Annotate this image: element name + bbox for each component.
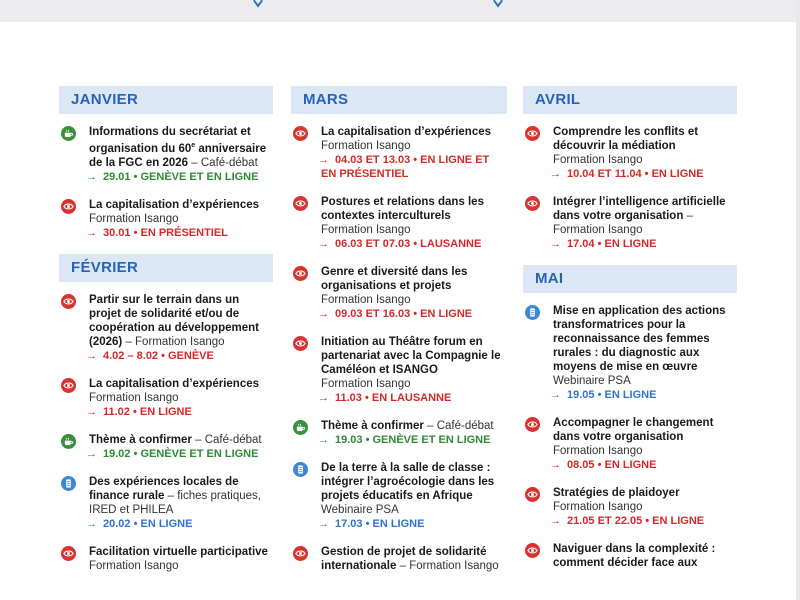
- event-title-text: Initiation au Théâtre forum en partenariat avec la Compagnie le Caméléon et ISANGO: [321, 336, 501, 376]
- event-date-text: 21.05 ET 22.05 • EN LIGNE: [567, 515, 705, 527]
- event-title[interactable]: [321, 419, 507, 433]
- event-date-text: 17.04 • EN LIGNE: [567, 238, 657, 250]
- event-date: [550, 388, 737, 402]
- event-organizer: Webinaire PSA: [321, 504, 399, 516]
- eye-icon: [293, 336, 308, 351]
- event-item[interactable]: [59, 293, 273, 363]
- eye-icon: [293, 196, 308, 211]
- eye-icon: [293, 126, 308, 141]
- arrow-right-icon: →: [318, 154, 329, 166]
- arrow-right-icon: →: [86, 517, 97, 530]
- eye-icon: [525, 487, 540, 502]
- event-organizer: Formation Isango: [321, 294, 411, 306]
- event-title-text: Des expériences locales de finance rurale: [89, 475, 239, 502]
- event-title-text: Thème à confirmer: [89, 433, 192, 446]
- event-date-text: 19.05 • EN LIGNE: [567, 389, 657, 401]
- coffee-icon: [61, 126, 76, 141]
- event-title[interactable]: [89, 433, 273, 447]
- doc-icon: [525, 305, 540, 320]
- event-item[interactable]: [59, 125, 273, 184]
- event-title-text: La capitalisation d’expériences: [321, 126, 492, 138]
- arrow-right-icon: →: [318, 518, 329, 530]
- event-title-text: Comprendre les conflits et découvrir la médiation: [553, 126, 699, 152]
- event-type: – Café-débat: [191, 433, 262, 446]
- event-date-text: 20.02 • EN LIGNE: [103, 517, 193, 530]
- doc-icon: [61, 476, 76, 491]
- event-title[interactable]: [553, 486, 737, 500]
- arrow-right-icon: →: [86, 349, 97, 362]
- event-title[interactable]: [553, 195, 737, 237]
- event-item[interactable]: [59, 377, 273, 419]
- event-date-text: 30.01 • EN PRÉSENTIEL: [103, 226, 228, 239]
- event-title-text: Naviguer dans la complexité : comment décider face aux: [553, 543, 716, 569]
- event-type: – Formation Isango: [553, 210, 693, 236]
- event-organizer: Formation Isango: [553, 154, 643, 166]
- event-type: – Café-débat: [188, 156, 258, 169]
- eye-icon: [293, 266, 308, 281]
- arrow-right-icon: →: [86, 405, 97, 418]
- event-date: [86, 170, 273, 184]
- event-date-text: 29.01 • GENÈVE ET EN LIGNE: [103, 170, 259, 183]
- event-item[interactable]: [291, 335, 507, 405]
- event-organizer: Formation Isango: [321, 140, 411, 152]
- event-title-text: La capitalisation d’expériences: [89, 377, 260, 390]
- event-type: – Formation Isango: [396, 560, 499, 572]
- agenda-column: [59, 86, 273, 587]
- event-item[interactable]: [291, 419, 507, 447]
- event-title[interactable]: [321, 265, 507, 293]
- month-heading: FÉVRIER: [59, 254, 273, 282]
- event-type: – Café-débat: [423, 420, 494, 432]
- event-item[interactable]: [291, 125, 507, 181]
- event-item[interactable]: [523, 195, 737, 251]
- event-title-text: De la terre à la salle de classe : intégrer l’agroécologie dans les projets éducatifs en Afrique: [321, 462, 495, 502]
- page-edge: [796, 0, 800, 600]
- event-title-text: Postures et relations dans les contextes interculturels: [321, 196, 484, 222]
- event-title-text: Mise en application des actions transformatrices pour la reconnaissance des femmes rurales : du diagnostic aux moyens de mise en œuvre: [553, 305, 726, 373]
- event-title[interactable]: [89, 545, 273, 559]
- event-date: [86, 447, 273, 461]
- event-title[interactable]: [321, 545, 507, 573]
- event-title-text: Informations du secrétariat et organisation du 60: [89, 126, 251, 155]
- month-heading: MAI: [523, 265, 737, 293]
- agenda-column: [523, 86, 737, 584]
- month-heading: JANVIER: [59, 86, 273, 114]
- event-title[interactable]: [321, 195, 507, 223]
- event-title-text: Thème à confirmer: [321, 420, 424, 432]
- event-date-text: 11.02 • EN LIGNE: [103, 405, 192, 418]
- event-item[interactable]: [523, 125, 737, 181]
- event-date: [550, 458, 737, 472]
- event-title[interactable]: [89, 125, 273, 170]
- event-organizer: Formation Isango: [321, 378, 411, 390]
- event-title-text: anniversaire de la FGC en 2026: [89, 142, 267, 169]
- top-band: [0, 0, 800, 22]
- coffee-icon: [293, 420, 308, 435]
- event-title-text: Facilitation virtuelle participative: [89, 545, 268, 558]
- event-item[interactable]: [291, 195, 507, 251]
- event-date: [318, 517, 507, 531]
- arrow-right-icon: →: [86, 447, 97, 460]
- event-title[interactable]: [553, 304, 737, 374]
- event-date-text: 09.03 ET 16.03 • EN LIGNE: [335, 308, 473, 320]
- ordinal-suffix: e: [191, 142, 196, 149]
- event-item[interactable]: [59, 433, 273, 461]
- event-title[interactable]: [553, 542, 737, 570]
- arrow-right-icon: →: [318, 392, 329, 404]
- event-title-text: Gestion de projet de solidarité internationale: [321, 546, 487, 572]
- event-item[interactable]: [59, 475, 273, 531]
- eye-icon: [525, 543, 540, 558]
- event-date-text: 17.03 • EN LIGNE: [335, 518, 425, 530]
- eye-icon: [61, 294, 76, 309]
- coffee-icon: [61, 434, 76, 449]
- month-heading: MARS: [291, 86, 507, 114]
- eye-icon: [525, 126, 540, 141]
- month-heading: AVRIL: [523, 86, 737, 114]
- event-date: [550, 237, 737, 251]
- arrow-right-icon: →: [318, 238, 329, 250]
- event-date: [318, 307, 507, 321]
- event-item[interactable]: [523, 542, 737, 570]
- event-title-text: Intégrer l’intelligence artificielle dans votre organisation: [553, 196, 726, 222]
- event-title[interactable]: [89, 293, 273, 349]
- doc-icon: [293, 462, 308, 477]
- event-item[interactable]: [523, 486, 737, 528]
- event-title-text: La capitalisation d’expériences: [89, 198, 260, 211]
- eye-icon: [525, 417, 540, 432]
- event-date: [318, 391, 507, 405]
- event-type: – fiches pratiques, IRED et PHILEA: [89, 489, 261, 516]
- event-date-text: 08.05 • EN LIGNE: [567, 459, 657, 471]
- event-organizer: Formation Isango: [321, 224, 411, 236]
- agenda-column: [291, 86, 507, 587]
- event-item[interactable]: [291, 265, 507, 321]
- arrow-right-icon: →: [550, 238, 561, 250]
- arrow-right-icon: →: [318, 308, 329, 320]
- event-item[interactable]: [59, 198, 273, 240]
- event-date: [86, 226, 273, 240]
- event-date-text: 19.03 • GENÈVE ET EN LIGNE: [335, 434, 491, 446]
- event-title-text: Genre et diversité dans les organisations et projets: [321, 266, 468, 292]
- arrow-right-icon: →: [86, 226, 97, 239]
- event-organizer: Formation Isango: [553, 445, 643, 457]
- event-date: [86, 349, 273, 363]
- event-item[interactable]: [291, 545, 507, 573]
- arrow-right-icon: →: [550, 459, 561, 471]
- event-title-text: Partir sur le terrain dans un projet de solidarité et/ou de coopération au développement (2026): [89, 293, 259, 348]
- event-title[interactable]: [321, 125, 507, 139]
- arrow-right-icon: →: [550, 515, 561, 527]
- eye-icon: [525, 196, 540, 211]
- event-organizer: Formation Isango: [89, 391, 179, 404]
- arrow-right-icon: →: [318, 434, 329, 446]
- event-title[interactable]: [89, 475, 273, 517]
- event-item[interactable]: [523, 304, 737, 402]
- event-item[interactable]: [291, 461, 507, 531]
- event-date-text: 19.02 • GENÈVE ET EN LIGNE: [103, 447, 259, 460]
- event-date: [86, 405, 273, 419]
- event-title[interactable]: [89, 377, 273, 391]
- eye-icon: [61, 378, 76, 393]
- arrow-right-icon: →: [550, 168, 561, 180]
- chevron-down-icon: [493, 0, 503, 7]
- eye-icon: [61, 546, 76, 561]
- event-date-text: 4.02 – 8.02 • GENÈVE: [103, 349, 214, 362]
- event-organizer: Webinaire PSA: [553, 375, 631, 387]
- event-date: [550, 514, 737, 528]
- event-date: [318, 433, 507, 447]
- event-title[interactable]: [553, 416, 737, 444]
- event-date-text: 11.03 • EN LAUSANNE: [335, 392, 452, 404]
- arrow-right-icon: →: [550, 389, 561, 401]
- eye-icon: [293, 546, 308, 561]
- event-organizer: Formation Isango: [553, 501, 643, 513]
- arrow-right-icon: →: [86, 170, 97, 183]
- event-date: [86, 517, 273, 531]
- event-date: [550, 167, 737, 181]
- event-date: [318, 237, 507, 251]
- event-title-text: Accompagner le changement dans votre organisation: [553, 417, 714, 443]
- event-organizer: Formation Isango: [89, 559, 179, 572]
- event-title[interactable]: [321, 461, 507, 503]
- event-item[interactable]: [523, 416, 737, 472]
- chevron-down-icon: [253, 0, 263, 7]
- event-title[interactable]: [89, 198, 273, 212]
- event-date-text: 06.03 ET 07.03 • LAUSANNE: [335, 238, 482, 250]
- event-title-text: Stratégies de plaidoyer: [553, 487, 680, 499]
- event-title[interactable]: [321, 335, 507, 377]
- event-title[interactable]: [553, 125, 737, 153]
- event-date-text: 10.04 ET 11.04 • EN LIGNE: [567, 168, 704, 180]
- event-date-text: 04.03 ET 13.03 • EN LIGNE ET EN PRÉSENTIEL: [321, 154, 490, 180]
- event-item[interactable]: [59, 545, 273, 573]
- eye-icon: [61, 199, 76, 214]
- event-type: – Formation Isango: [122, 335, 225, 348]
- event-organizer: Formation Isango: [89, 212, 179, 225]
- event-date: [318, 153, 507, 181]
